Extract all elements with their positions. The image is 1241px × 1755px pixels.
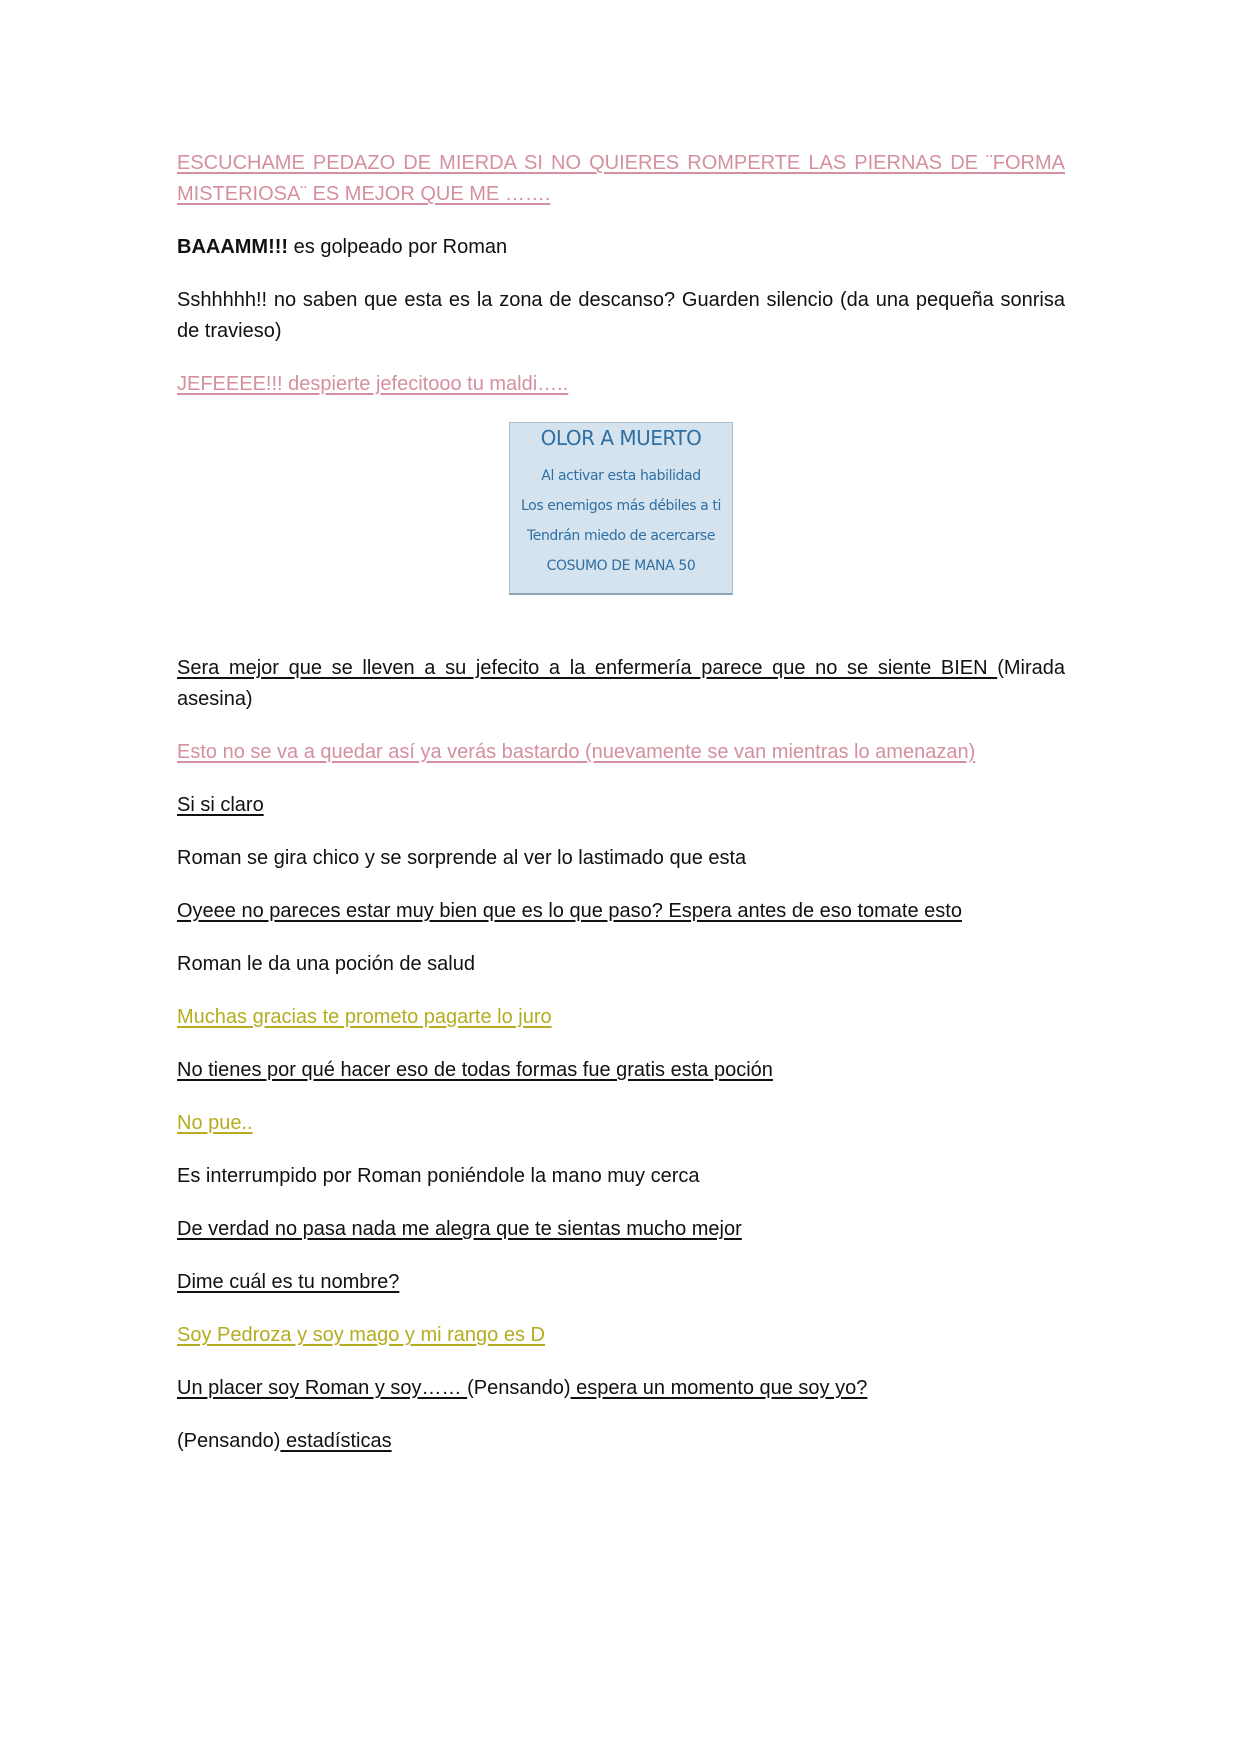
paragraph-de-verdad: De verdad no pasa nada me alegra que te sientas mucho mejor (177, 1218, 742, 1240)
paragraph-estadisticas (177, 1426, 1065, 1457)
paragraph-enfermeria (177, 653, 1065, 715)
paragraph-oyeee: Oyeee no pareces estar muy bien que es lo que paso? Espera antes de eso tomate esto (177, 900, 962, 922)
paragraph-silence: Sshhhhh!! no saben que esta es la zona de descanso? Guarden silencio (da una pequeña sonrisa de travieso) (177, 289, 1065, 342)
paragraph-baaamm (177, 232, 1065, 263)
paragraph-amenaza: Esto no se va a quedar así ya verás bastardo (nuevamente se van mientras lo amenazan) (177, 741, 976, 763)
dialogue-text: Sera mejor que se lleven a su jefecito a la enfermería parece que no se siente BIEN (177, 657, 998, 679)
paragraph-placer (177, 1373, 1065, 1404)
paragraph-no-pue: No pue.. (177, 1112, 253, 1134)
skill-line: Los enemigos más débiles a ti (521, 498, 721, 514)
dialogue-text: espera un momento que soy yo? (570, 1377, 868, 1399)
skill-line: Al activar esta habilidad (541, 468, 701, 484)
paragraph-interrumpido: Es interrumpido por Roman poniéndole la mano muy cerca (177, 1165, 700, 1187)
skill-title: OLOR A MUERTO (540, 426, 702, 450)
narration-text: es golpeado por Roman (288, 236, 508, 258)
paragraph-gracias: Muchas gracias te prometo pagarte lo juro (177, 1006, 552, 1028)
paragraph-gratis: No tienes por qué hacer eso de todas formas fue gratis esta poción (177, 1059, 773, 1081)
paragraph-nombre: Dime cuál es tu nombre? (177, 1271, 400, 1293)
paragraph-pocion: Roman le da una poción de salud (177, 953, 475, 975)
skill-box (509, 422, 733, 595)
paragraph-threat: ESCUCHAME PEDAZO DE MIERDA SI NO QUIERES ROMPERTE LAS PIERNAS DE ¨FORMA MISTERIOSA¨ ES MEJOR QUE ME ……. (177, 152, 1065, 205)
narration-text: (Pensando) (177, 1430, 281, 1452)
skill-line: COSUMO DE MANA 50 (546, 558, 696, 574)
paragraph-pedroza: Soy Pedroza y soy mago y mi rango es D (177, 1324, 545, 1346)
paragraph-jefe: JEFEEEE!!! despierte jefecitooo tu maldi….. (177, 373, 569, 395)
dialogue-text: estadísticas (280, 1430, 392, 1452)
narration-text: (Mirada asesina) (177, 657, 1065, 710)
narration-text: (Pensando) (467, 1377, 571, 1399)
document-page (177, 148, 1065, 1479)
paragraph-si-claro: Si si claro (177, 794, 264, 816)
dialogue-text: Un placer soy Roman y soy…… (177, 1377, 468, 1399)
skill-line: Tendrán miedo de acercarse (526, 528, 716, 544)
paragraph-roman-gira: Roman se gira chico y se sorprende al ver lo lastimado que esta (177, 847, 747, 869)
sound-effect-text: BAAAMM!!! (177, 236, 289, 258)
